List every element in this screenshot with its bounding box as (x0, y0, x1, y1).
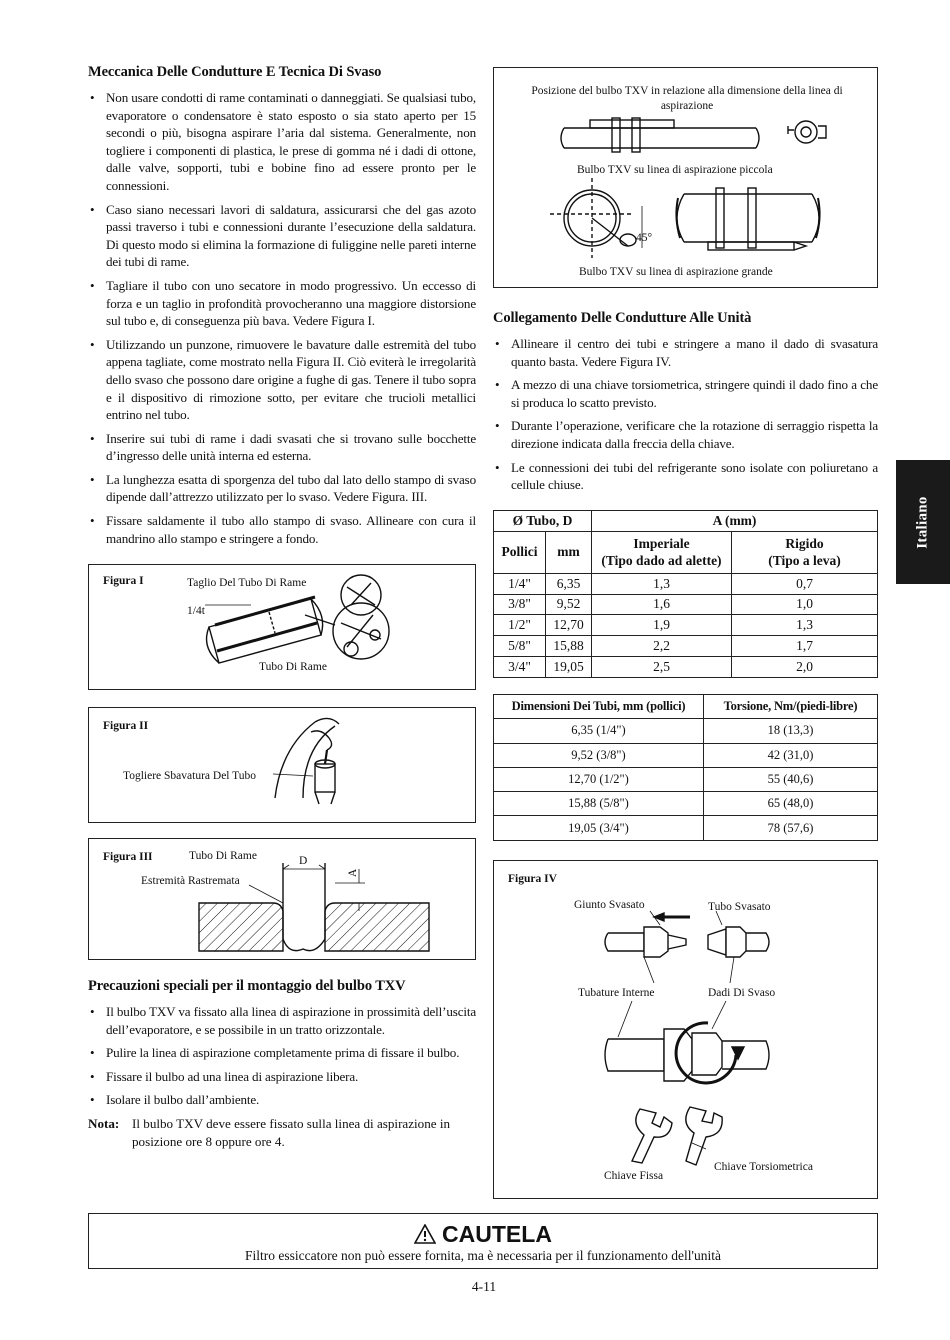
table-row (494, 792, 878, 816)
figure-3-tube-label: Tubo Di Rame (189, 850, 257, 862)
figure-4-torque-wrench-label: Chiave Torsiometrica (714, 1161, 813, 1173)
list-item: • Pulire la linea di aspirazione completamente prima di fissare il bulbo. (88, 1044, 476, 1062)
table-cell: 78 (57,6) (704, 816, 878, 840)
flare-connection-illustration (494, 861, 879, 1200)
language-tab (896, 460, 950, 584)
language-tab-label: Italiano (914, 495, 931, 549)
list-item: • Le connessioni dei tubi del refrigerante sono isolate con poliuretano a cellule chiuse. (493, 459, 878, 494)
table-cell: 1,9 (592, 615, 732, 636)
table-cell: 3/8" (494, 594, 546, 615)
page-number: 4-11 (471, 1279, 497, 1294)
table-cell: 18 (13,3) (704, 719, 878, 743)
figure-txv-large-caption: Bulbo TXV su linea di aspirazione grande (579, 266, 773, 278)
txv-bulb-illustration (494, 68, 879, 289)
left-column (88, 64, 476, 553)
table-header-mm: mm (546, 531, 592, 573)
figure-2 (88, 707, 476, 823)
list-item: • Durante l’operazione, verificare che la rotazione di serraggio rispetta la direzione indicata dalla freccia della chiave. (493, 417, 878, 452)
figure-1-cut-label: Taglio Del Tubo Di Rame (187, 577, 307, 589)
table-cell: 6,35 (546, 573, 592, 594)
table-header-rigido (732, 531, 878, 573)
figure-4-fixed-wrench-label: Chiave Fissa (604, 1170, 664, 1182)
right-connect-section (493, 310, 878, 500)
table-cell: 5/8" (494, 636, 546, 657)
caution-title-text: CAUTELA (442, 1221, 552, 1247)
flare-die-illustration (89, 839, 477, 961)
deburring-illustration (89, 708, 477, 824)
table-cell: 1/2" (494, 615, 546, 636)
list-item: • Non usare condotti di rame contaminati o danneggiati. Se qualsiasi tubo, evaporatore o condensatore è stato esposto o sia stato aperto per 15 secondi o più, bisogna aspirare l’aria dal sistema. Generalmente, non togliere i componenti di plastica, le prese di gomma né i dadi di ottone, dalle valve, sopporti, tubi e bobine fino ad essere pronto per le connessioni. (88, 89, 476, 195)
figure-1-tube-label: Tubo Di Rame (259, 661, 327, 673)
table-cell: 55 (40,6) (704, 767, 878, 791)
figure-3-a-label: A (347, 868, 360, 878)
flare-dimension-table (493, 510, 878, 678)
table-row (494, 816, 878, 840)
list-item: • Fissare il bulbo ad una linea di aspirazione libera. (88, 1068, 476, 1086)
table-row (494, 719, 878, 743)
figure-3-label: Figura III (103, 851, 153, 863)
list-item: • Allineare il centro dei tubi e stringere a mano il dado di svasatura quanto basta. Vedere Figura IV. (493, 335, 878, 370)
table-cell: 1,0 (732, 594, 878, 615)
figure-txv-position (493, 67, 878, 288)
table-cell: 1,3 (592, 573, 732, 594)
figure-4 (493, 860, 878, 1199)
table-cell: 12,70 (1/2") (494, 767, 704, 791)
table-cell: 1,7 (732, 636, 878, 657)
list-item: • La lunghezza esatta di sporgenza del tubo dal lato dello stampo di svaso dipende dall’attrezzo utilizzato per lo svaso. Vedere Figura. III. (88, 471, 476, 506)
torque-header-torque: Torsione, Nm/(piedi-libre) (704, 695, 878, 719)
figure-4-label: Figura IV (508, 873, 557, 885)
figure-1-label: Figura I (103, 575, 144, 587)
piping-bullet-list (88, 89, 476, 547)
list-item: • Il bulbo TXV va fissato alla linea di aspirazione in prossimità dell’uscita dell’evaporatore, e se possibile in un tratto orizzontale. (88, 1003, 476, 1038)
figure-4-flared-tube-label: Tubo Svasato (708, 901, 771, 913)
table-row (494, 767, 878, 791)
figure-3-taper-label: Estremità Rastremata (141, 875, 240, 887)
figure-4-flare-joint-label: Giunto Svasato (574, 899, 645, 911)
figure-3-d-label: D (299, 855, 308, 867)
left-lower-section (88, 978, 476, 1150)
figure-4-flare-nut-label: Dadi Di Svaso (708, 987, 776, 999)
list-item: • Caso siano necessari lavori di saldatura, assicurarsi che del gas azoto passi traverso i tubi e connessioni durante l’esecuzione della saldatura. Di questo modo si elimina la formazione di fuliggine nelle pareti interne dei tubi di rame. (88, 201, 476, 271)
figure-txv-angle: 45° (636, 232, 653, 244)
list-item: • A mezzo di una chiave torsiometrica, stringere quindi il dado fino a che si produca lo scatto previsto. (493, 376, 878, 411)
figure-1 (88, 564, 476, 690)
table-header-imperiale (592, 531, 732, 573)
torque-header-size: Dimensioni Dei Tubi, mm (pollici) (494, 695, 704, 719)
table-row (494, 615, 878, 636)
list-item: • Tagliare il tubo con uno secatore in modo progressivo. Un eccesso di forza e un taglio in profondità provocheranno una maggiore distorsione sul tubo e, di conseguenza più bava. Vedere Figura I. (88, 277, 476, 330)
table-row (494, 573, 878, 594)
warning-triangle-icon (414, 1224, 436, 1244)
figure-txv-small-caption: Bulbo TXV su linea di aspirazione piccola (577, 164, 773, 176)
caution-title (89, 1221, 877, 1247)
table-cell: 2,2 (592, 636, 732, 657)
torque-table (493, 694, 878, 841)
note-label: Nota: (88, 1115, 120, 1131)
table-cell: 2,5 (592, 656, 732, 677)
table-cell: 15,88 (5/8") (494, 792, 704, 816)
section-title-txv: Precauzioni speciali per il montaggio del bulbo TXV (88, 978, 406, 994)
figure-4-indoor-pipe-label: Tubature Interne (578, 987, 655, 999)
table-row (494, 594, 878, 615)
section-title-connection: Collegamento Delle Condutture Alle Unità (493, 310, 752, 326)
figure-2-deburr-label: Togliere Sbavatura Del Tubo (123, 770, 257, 782)
connection-bullet-list (493, 335, 878, 494)
figure-txv-title: Posizione del bulbo TXV in relazione alla dimensione della linea di aspirazione (531, 85, 843, 112)
table-header-rigido-line2: (Tipo a leva) (768, 553, 841, 569)
pipe-cut-illustration (89, 565, 477, 691)
note-text: Il bulbo TXV deve essere fissato sulla linea di aspirazione in posizione ore 8 oppure ore 4. (132, 1115, 451, 1149)
figure-3 (88, 838, 476, 960)
table-cell: 42 (31,0) (704, 743, 878, 767)
txv-bullet-list (88, 1003, 476, 1109)
table-row (494, 636, 878, 657)
table-cell: 3/4" (494, 656, 546, 677)
list-item: • Fissare saldamente il tubo allo stampo di svaso. Allineare con cura il mandrino allo stampo e stringere a fondo. (88, 512, 476, 547)
table-cell: 1,6 (592, 594, 732, 615)
table-header-pollici: Pollici (494, 531, 546, 573)
table-header-rigido-line1: Rigido (785, 536, 824, 552)
table-cell: 1/4" (494, 573, 546, 594)
note (88, 1115, 476, 1150)
table-cell: 19,05 (546, 656, 592, 677)
table-row (494, 656, 878, 677)
table-cell: 9,52 (546, 594, 592, 615)
table-header-tube: Ø Tubo, D (494, 511, 592, 532)
table-cell: 15,88 (546, 636, 592, 657)
table-cell: 0,7 (732, 573, 878, 594)
list-item: • Utilizzando un punzone, rimuovere le bavature dalle estremità del tubo appena tagliate, come mostrato nella Figura II. Ciò eviterà le irregolarità dello svaso che possono dare origine a fughe di gas. Tenere il tubo sopra e il dispositivo di rimozione sotto, per evitare che trucioli metallici entrino nel tubo. (88, 336, 476, 424)
table-header-imperiale-line1: Imperiale (633, 536, 690, 552)
section-title-piping: Meccanica Delle Condutture E Tecnica Di Svaso (88, 64, 382, 80)
list-item: • Isolare il bulbo dall’ambiente. (88, 1091, 476, 1109)
table-cell: 1,3 (732, 615, 878, 636)
table-cell: 9,52 (3/8") (494, 743, 704, 767)
list-item: • Inserire sui tubi di rame i dadi svasati che si trovano sulle bocchette d’ingresso delle unità interna ed esterna. (88, 430, 476, 465)
table-header-a: A (mm) (592, 511, 878, 532)
table-header-imperiale-line2: (Tipo dado ad alette) (601, 553, 722, 569)
table-cell: 12,70 (546, 615, 592, 636)
caution-box (88, 1213, 878, 1269)
figure-1-quarter-label: 1/4t (187, 605, 205, 617)
table-cell: 6,35 (1/4") (494, 719, 704, 743)
table-row (494, 743, 878, 767)
table-cell: 65 (48,0) (704, 792, 878, 816)
table-cell: 19,05 (3/4") (494, 816, 704, 840)
caution-text: Filtro essiccatore non può essere fornita, ma è necessaria per il funzionamento dell'unità (245, 1248, 721, 1263)
table-cell: 2,0 (732, 656, 878, 677)
figure-2-label: Figura II (103, 720, 149, 732)
